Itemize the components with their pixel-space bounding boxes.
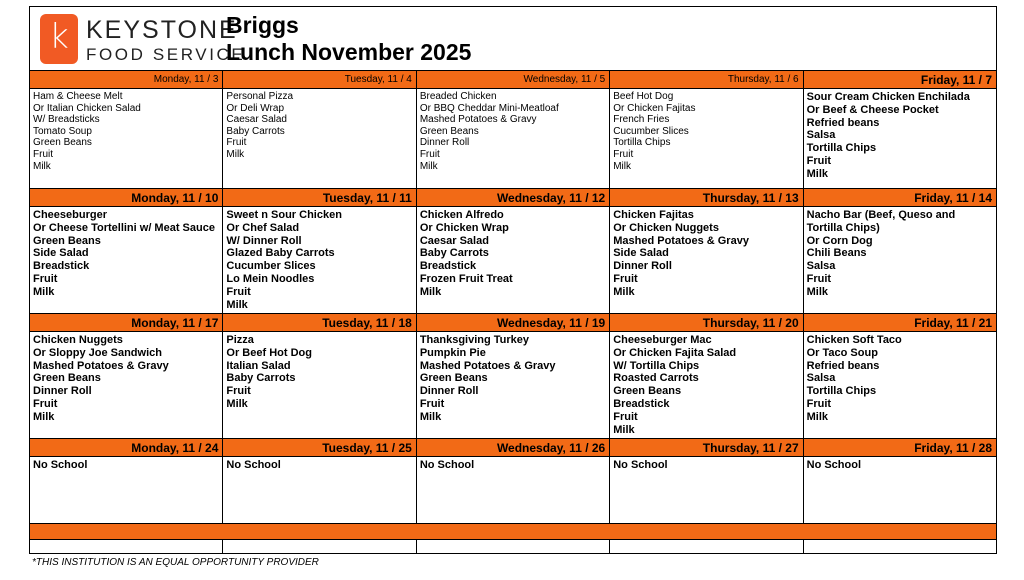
menu-item: Or Chicken Wrap bbox=[419, 221, 509, 234]
menu-item: Dinner Roll bbox=[419, 137, 470, 149]
day-header: Friday, 11 / 7 bbox=[804, 71, 996, 89]
menu-item: Pizza bbox=[226, 334, 254, 346]
menu-item: Milk bbox=[226, 298, 248, 311]
logo-letter: k bbox=[49, 17, 69, 57]
week-row bbox=[30, 439, 996, 524]
menu-item: Fruit bbox=[613, 410, 638, 423]
menu-item: Milk bbox=[33, 160, 51, 172]
menu-item: Refried beans bbox=[806, 116, 880, 129]
menu-item: Or Chicken Fajitas bbox=[613, 102, 696, 114]
menu-calendar bbox=[29, 6, 997, 554]
menu-item: No School bbox=[419, 459, 475, 471]
day-header: Wednesday, 11 / 19 bbox=[417, 314, 609, 332]
logo-text-keystone: KEYSTONE bbox=[86, 16, 238, 44]
menu-item: Or Chef Salad bbox=[226, 221, 300, 234]
week-row bbox=[30, 71, 996, 189]
menu-list bbox=[804, 457, 996, 474]
menu-item: Lo Mein Noodles bbox=[226, 272, 315, 285]
menu-item: Or Beef & Cheese Pocket bbox=[806, 103, 939, 116]
menu-grid bbox=[30, 71, 996, 554]
menu-item: Or Taco Soup bbox=[806, 346, 878, 359]
menu-item: Salsa bbox=[806, 372, 836, 385]
menu-item: Green Beans bbox=[33, 137, 92, 149]
menu-item: Or Beef Hot Dog bbox=[226, 346, 312, 359]
menu-item: Or Italian Chicken Salad bbox=[33, 102, 141, 114]
menu-list bbox=[804, 207, 996, 301]
menu-item: Breadstick bbox=[419, 260, 477, 273]
menu-item: Baby Carrots bbox=[226, 372, 296, 385]
menu-item: Refried beans bbox=[806, 359, 880, 372]
menu-item: Milk bbox=[806, 285, 829, 298]
empty-week-header bbox=[30, 524, 996, 540]
day-header: Friday, 11 / 14 bbox=[804, 189, 996, 207]
menu-item: Milk bbox=[33, 285, 55, 298]
menu-list bbox=[417, 332, 609, 426]
menu-item: Green Beans bbox=[613, 385, 682, 398]
menu-item: Mashed Potatoes & Gravy bbox=[33, 359, 169, 372]
day-header: Thursday, 11 / 13 bbox=[610, 189, 802, 207]
menu-item: Milk bbox=[419, 410, 442, 423]
menu-item: Milk bbox=[806, 167, 829, 180]
menu-item: Fruit bbox=[226, 137, 247, 149]
menu-item: French Fries bbox=[613, 114, 670, 126]
menu-item: Chicken Fajitas bbox=[613, 209, 694, 221]
menu-item: Side Salad bbox=[33, 247, 89, 260]
menu-item: Green Beans bbox=[419, 125, 479, 137]
menu-item: W/ Breadsticks bbox=[33, 114, 100, 126]
calendar-header bbox=[30, 7, 996, 71]
day-cell bbox=[610, 71, 803, 188]
menu-item: Nacho Bar (Beef, Queso and bbox=[806, 209, 956, 221]
day-cell bbox=[30, 439, 223, 523]
day-header: Thursday, 11 / 6 bbox=[610, 71, 802, 89]
menu-item: Fruit bbox=[33, 148, 53, 160]
menu-item: Tortilla Chips bbox=[613, 137, 671, 149]
menu-item: Chicken Soft Taco bbox=[806, 334, 902, 346]
empty-day-cell bbox=[610, 540, 803, 554]
menu-item: Cheeseburger Mac bbox=[613, 334, 712, 346]
menu-item: Fruit bbox=[613, 148, 634, 160]
menu-list bbox=[417, 89, 609, 174]
menu-item: Milk bbox=[806, 410, 829, 423]
day-cell bbox=[417, 71, 610, 188]
menu-item: Green Beans bbox=[33, 234, 101, 247]
empty-day-cell bbox=[417, 540, 610, 554]
day-header: Friday, 11 / 21 bbox=[804, 314, 996, 332]
menu-item: Side Salad bbox=[613, 247, 669, 260]
day-cell bbox=[223, 314, 416, 438]
logo-mark bbox=[40, 14, 78, 64]
menu-item: Fruit bbox=[806, 154, 832, 167]
menu-item: Milk bbox=[613, 285, 635, 298]
day-cell bbox=[417, 189, 610, 313]
menu-item: Caesar Salad bbox=[419, 234, 489, 247]
day-header: Monday, 11 / 3 bbox=[30, 71, 222, 89]
day-header: Tuesday, 11 / 11 bbox=[223, 189, 415, 207]
menu-item: Milk bbox=[613, 160, 631, 172]
menu-list bbox=[610, 207, 802, 301]
day-cell bbox=[223, 71, 416, 188]
menu-list bbox=[804, 332, 996, 426]
menu-item: Or Sloppy Joe Sandwich bbox=[33, 346, 162, 359]
menu-item: No School bbox=[33, 459, 88, 471]
page-title bbox=[226, 12, 471, 66]
day-cell bbox=[610, 439, 803, 523]
menu-item: Sweet n Sour Chicken bbox=[226, 209, 342, 221]
menu-item: Salsa bbox=[806, 260, 836, 273]
menu-item: Ham & Cheese Melt bbox=[33, 91, 123, 102]
day-cell bbox=[223, 439, 416, 523]
menu-item: Beef Hot Dog bbox=[613, 91, 674, 102]
day-cell bbox=[30, 189, 223, 313]
menu-item: Milk bbox=[419, 285, 442, 298]
empty-day-cell bbox=[223, 540, 416, 554]
menu-item: Fruit bbox=[419, 148, 440, 160]
menu-item: Caesar Salad bbox=[226, 114, 287, 126]
menu-item: Milk bbox=[226, 397, 248, 410]
menu-item: Tortilla Chips bbox=[806, 142, 877, 155]
menu-item: Dinner Roll bbox=[613, 260, 672, 273]
menu-item: Fruit bbox=[419, 397, 445, 410]
day-cell bbox=[610, 314, 803, 438]
school-name: Briggs bbox=[226, 12, 299, 38]
menu-item: Fruit bbox=[226, 285, 251, 298]
menu-item: Tortilla Chips) bbox=[806, 221, 880, 234]
menu-item: Mashed Potatoes & Gravy bbox=[419, 359, 556, 372]
menu-item: Chicken Nuggets bbox=[33, 334, 123, 346]
day-cell bbox=[804, 314, 996, 438]
menu-item: Cucumber Slices bbox=[613, 125, 689, 137]
menu-item: Salsa bbox=[806, 129, 836, 142]
menu-item: No School bbox=[226, 459, 281, 471]
menu-item: Or BBQ Cheddar Mini-Meatloaf bbox=[419, 102, 559, 114]
menu-item: Fruit bbox=[33, 397, 58, 410]
menu-item: Or Deli Wrap bbox=[226, 102, 285, 114]
menu-item: Frozen Fruit Treat bbox=[419, 272, 513, 285]
menu-list bbox=[610, 457, 802, 474]
menu-item: Tortilla Chips bbox=[806, 385, 877, 398]
day-header: Wednesday, 11 / 12 bbox=[417, 189, 609, 207]
menu-list bbox=[804, 89, 996, 183]
day-cell bbox=[30, 71, 223, 188]
menu-item: Milk bbox=[33, 410, 55, 423]
menu-item: Or Cheese Tortellini w/ Meat Sauce bbox=[33, 221, 215, 234]
day-header: Wednesday, 11 / 26 bbox=[417, 439, 609, 457]
day-cell bbox=[610, 189, 803, 313]
menu-item: W/ Dinner Roll bbox=[226, 234, 302, 247]
menu-item: Or Corn Dog bbox=[806, 234, 873, 247]
menu-item: Pumpkin Pie bbox=[419, 346, 486, 359]
menu-list bbox=[30, 207, 222, 301]
menu-list bbox=[30, 332, 222, 426]
menu-list bbox=[223, 332, 415, 413]
menu-item: Or Chicken Nuggets bbox=[613, 221, 719, 234]
menu-item: Fruit bbox=[33, 272, 58, 285]
day-header: Thursday, 11 / 20 bbox=[610, 314, 802, 332]
day-cell bbox=[223, 189, 416, 313]
day-header: Tuesday, 11 / 4 bbox=[223, 71, 415, 89]
menu-item: Fruit bbox=[806, 397, 832, 410]
menu-item: Dinner Roll bbox=[33, 385, 92, 398]
empty-day-cell bbox=[30, 540, 223, 554]
day-header: Tuesday, 11 / 18 bbox=[223, 314, 415, 332]
menu-item: Fruit bbox=[613, 272, 638, 285]
menu-item: Mashed Potatoes & Gravy bbox=[419, 114, 537, 126]
menu-list bbox=[610, 332, 802, 438]
menu-item: Cheeseburger bbox=[33, 209, 107, 221]
menu-item: Sour Cream Chicken Enchilada bbox=[806, 91, 970, 103]
menu-item: Breadstick bbox=[33, 260, 90, 273]
menu-item: Dinner Roll bbox=[419, 385, 479, 398]
menu-item: Tomato Soup bbox=[33, 125, 92, 137]
empty-week-row bbox=[30, 540, 996, 554]
menu-list bbox=[223, 207, 415, 313]
menu-item: Cucumber Slices bbox=[226, 260, 316, 273]
day-cell bbox=[417, 314, 610, 438]
menu-item: Milk bbox=[419, 160, 438, 172]
menu-list bbox=[30, 89, 222, 174]
menu-list bbox=[223, 457, 415, 474]
menu-item: Roasted Carrots bbox=[613, 372, 699, 385]
menu-list bbox=[417, 207, 609, 301]
day-cell bbox=[804, 439, 996, 523]
menu-item: Milk bbox=[613, 423, 635, 436]
menu-list bbox=[417, 457, 609, 474]
menu-list bbox=[223, 89, 415, 163]
menu-item: Breadstick bbox=[613, 397, 670, 410]
menu-item: Thanksgiving Turkey bbox=[419, 334, 530, 346]
menu-item: Mashed Potatoes & Gravy bbox=[613, 234, 749, 247]
day-header: Friday, 11 / 28 bbox=[804, 439, 996, 457]
menu-item: Green Beans bbox=[419, 372, 488, 385]
empty-day-cell bbox=[804, 540, 996, 554]
menu-item: Green Beans bbox=[33, 372, 101, 385]
menu-list bbox=[30, 457, 222, 474]
day-header: Tuesday, 11 / 25 bbox=[223, 439, 415, 457]
menu-item: Chili Beans bbox=[806, 247, 867, 260]
day-cell bbox=[804, 71, 996, 188]
menu-item: W/ Tortilla Chips bbox=[613, 359, 700, 372]
week-row bbox=[30, 314, 996, 439]
logo-text-food-service: FOOD SERVICE bbox=[86, 45, 246, 64]
menu-list bbox=[610, 89, 802, 174]
day-cell bbox=[30, 314, 223, 438]
day-header: Monday, 11 / 17 bbox=[30, 314, 222, 332]
menu-item: No School bbox=[613, 459, 668, 471]
menu-item: No School bbox=[806, 459, 862, 471]
menu-item: Baby Carrots bbox=[419, 247, 489, 260]
menu-item: Breaded Chicken bbox=[419, 91, 497, 102]
day-cell bbox=[804, 189, 996, 313]
day-header: Monday, 11 / 10 bbox=[30, 189, 222, 207]
menu-item: Milk bbox=[226, 148, 245, 160]
menu-item: Italian Salad bbox=[226, 359, 291, 372]
day-header: Wednesday, 11 / 5 bbox=[417, 71, 609, 89]
footer-disclaimer: *THIS INSTITUTION IS AN EQUAL OPPORTUNITY PROVIDER bbox=[32, 557, 319, 568]
menu-item: Fruit bbox=[226, 385, 251, 398]
menu-item: Fruit bbox=[806, 272, 832, 285]
week-row bbox=[30, 189, 996, 314]
menu-item: Glazed Baby Carrots bbox=[226, 247, 335, 260]
day-cell bbox=[417, 439, 610, 523]
menu-item: Chicken Alfredo bbox=[419, 209, 504, 221]
day-header: Monday, 11 / 24 bbox=[30, 439, 222, 457]
day-header: Thursday, 11 / 27 bbox=[610, 439, 802, 457]
menu-item: Baby Carrots bbox=[226, 125, 285, 137]
menu-item: Personal Pizza bbox=[226, 91, 294, 102]
keystone-logo bbox=[40, 14, 246, 64]
menu-item: Or Chicken Fajita Salad bbox=[613, 346, 737, 359]
menu-title: Lunch November 2025 bbox=[226, 39, 472, 65]
